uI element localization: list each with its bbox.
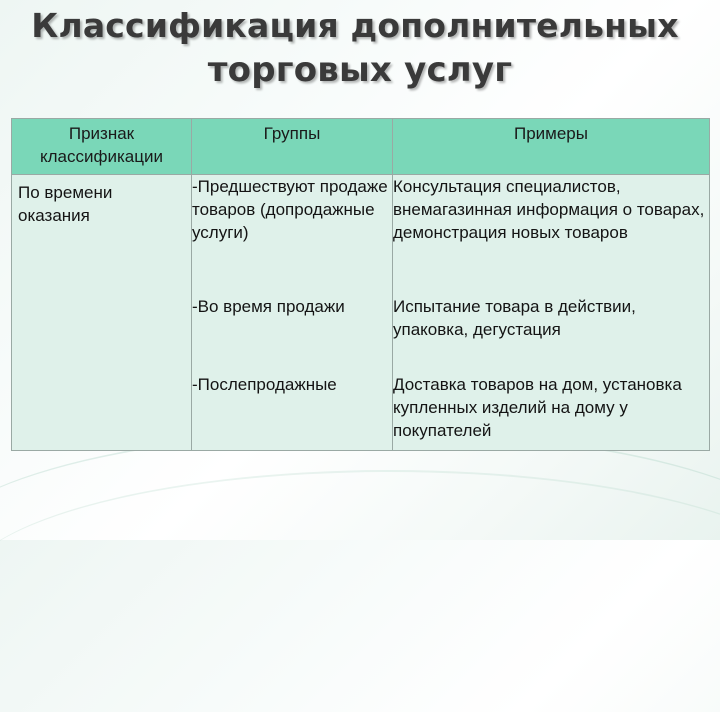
title-line-2: торговых услуг — [207, 50, 513, 90]
group-after-sale: -Послепродажные — [192, 375, 337, 394]
example-after-sale: Доставка товаров на дом, установка купленных изделий на дому у покупателей — [393, 375, 682, 440]
header-criterion: Признак классификации — [12, 119, 192, 175]
criterion-text: По времени оказания — [18, 183, 113, 225]
example-during-sale: Испытание товара в действии, упаковка, дегустация — [393, 297, 636, 339]
group-during-sale: -Во время продажи — [192, 297, 345, 316]
criterion-cell — [12, 175, 192, 451]
title-line-1: Классификация дополнительных — [31, 6, 679, 45]
header-examples: Примеры — [393, 119, 710, 175]
example-presale: Консультация специалистов, внемагазинная информация о товарах, демонстрация новых товаров — [393, 177, 705, 242]
table-header — [12, 119, 710, 175]
classification-table — [11, 118, 710, 451]
group-presale: -Предшествуют продаже товаров (допродажные услуги) — [192, 177, 388, 242]
table-row — [12, 175, 710, 451]
groups-cell — [192, 175, 393, 451]
table-body — [12, 175, 710, 451]
examples-cell — [393, 175, 710, 451]
header-groups: Группы — [192, 119, 393, 175]
background-swoosh — [0, 470, 720, 712]
header-row — [12, 119, 710, 175]
background-swoosh — [0, 430, 720, 692]
slide-title — [0, 4, 720, 92]
